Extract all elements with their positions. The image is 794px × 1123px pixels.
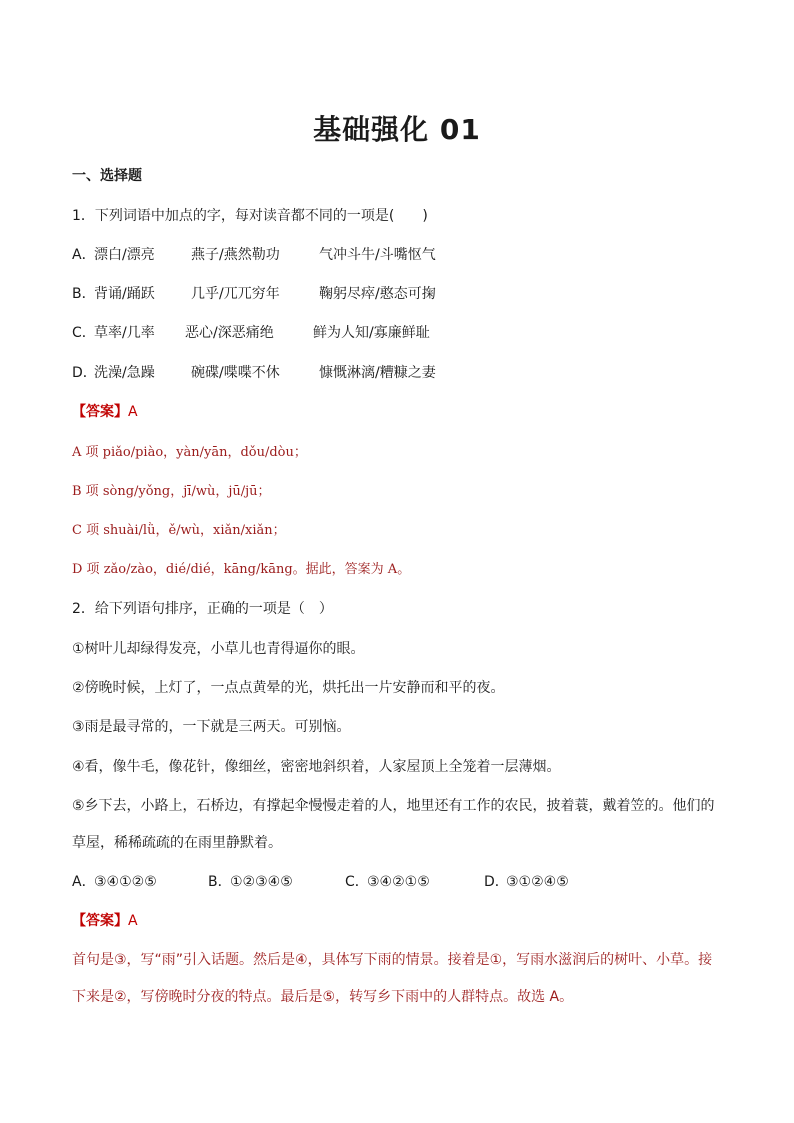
question-1-option-b xyxy=(72,284,436,304)
option-label: D． xyxy=(72,365,97,381)
question-1-explanation-a: A 项 piǎo/piào，yàn/yān，dǒu/dòu； xyxy=(72,445,307,460)
question-1-stem: 1．下列词语中加点的字，每对读音都不同的一项是( ) xyxy=(72,208,428,224)
section-heading: 一、选择题 xyxy=(72,168,142,184)
document-title: 基础强化 01 xyxy=(313,113,481,146)
answer-tag: 【答案】 xyxy=(72,404,128,420)
question-2-sentence-1: ①树叶儿却绿得发亮，小草儿也青得逼你的眼。 xyxy=(72,641,365,657)
question-2-sentence-2: ②傍晚时候，上灯了，一点点黄晕的光，烘托出一片安静而和平的夜。 xyxy=(72,680,505,696)
question-2-explanation-2: 下来是②，写傍晚时分夜的特点。最后是⑤，转写乡下雨中的人群特点。故选 A。 xyxy=(72,989,574,1005)
option-d-pair-1: 洗澡/急躁 xyxy=(94,365,155,381)
option-a-text: ③④①②⑤ xyxy=(94,874,157,890)
answer-tag: 【答案】 xyxy=(72,913,128,929)
option-c-label: C． xyxy=(345,874,369,890)
answer-value: A xyxy=(128,404,138,420)
question-2-options xyxy=(72,872,569,892)
option-label: B． xyxy=(72,286,96,302)
question-2-explanation-1: 首句是③，写“雨”引入话题。然后是④，具体写下雨的情景。接着是①，写雨水滋润后的树叶、小草。接 xyxy=(72,952,713,968)
option-d-label: D． xyxy=(484,874,509,890)
option-c-text: ③④②①⑤ xyxy=(367,874,430,890)
option-a-pair-3: 气冲斗牛/斗嘴怄气 xyxy=(319,247,436,263)
question-2-sentence-5-cont: 草屋，稀稀疏疏的在雨里静默着。 xyxy=(72,835,282,851)
option-b-label: B． xyxy=(208,874,232,890)
option-a-pair-1: 漂白/漂亮 xyxy=(94,247,155,263)
option-d-pair-2: 碗碟/喋喋不休 xyxy=(191,365,280,381)
option-c-pair-3: 鲜为人知/寡廉鲜耻 xyxy=(313,325,430,341)
option-b-pair-3: 鞠躬尽瘁/憨态可掬 xyxy=(319,286,436,302)
option-b-pair-2: 几乎/兀兀穷年 xyxy=(191,286,280,302)
answer-value: A xyxy=(128,913,138,929)
question-2-stem: 2．给下列语句排序，正确的一项是（ ） xyxy=(72,601,333,617)
question-1-explanation-d: D 项 zǎo/zào，dié/dié，kāng/kāng。据此，答案为 A。 xyxy=(72,562,411,577)
question-2-sentence-5: ⑤乡下去，小路上，石桥边，有撑起伞慢慢走着的人，地里还有工作的农民，披着蓑，戴着笠的。他们的 xyxy=(72,798,715,814)
question-1-option-a xyxy=(72,245,436,265)
option-d-pair-3: 慷慨淋漓/糟糠之妻 xyxy=(319,365,436,381)
option-label: C． xyxy=(72,325,96,341)
option-b-pair-1: 背诵/踊跃 xyxy=(94,286,155,302)
question-1-option-d xyxy=(72,363,436,383)
option-a-label: A． xyxy=(72,874,96,890)
question-1-option-c xyxy=(72,323,430,343)
option-label: A． xyxy=(72,247,96,263)
question-1-explanation-c: C 项 shuài/lǜ，ě/wù，xiǎn/xiǎn； xyxy=(72,523,286,538)
option-b-text: ①②③④⑤ xyxy=(230,874,293,890)
option-c-pair-1: 草率/几率 xyxy=(94,325,155,341)
question-2-sentence-3: ③雨是最寻常的，一下就是三两天。可别恼。 xyxy=(72,719,351,735)
option-a-pair-2: 燕子/燕然勒功 xyxy=(191,247,280,263)
question-1-explanation-b: B 项 sòng/yǒng，jī/wù，jū/jū； xyxy=(72,484,271,499)
option-c-pair-2: 恶心/深恶痛绝 xyxy=(185,325,274,341)
question-1-answer xyxy=(72,402,138,422)
option-d-text: ③①②④⑤ xyxy=(506,874,569,890)
question-2-answer xyxy=(72,911,138,931)
question-2-sentence-4: ④看，像牛毛，像花针，像细丝，密密地斜织着，人家屋顶上全笼着一层薄烟。 xyxy=(72,759,561,775)
